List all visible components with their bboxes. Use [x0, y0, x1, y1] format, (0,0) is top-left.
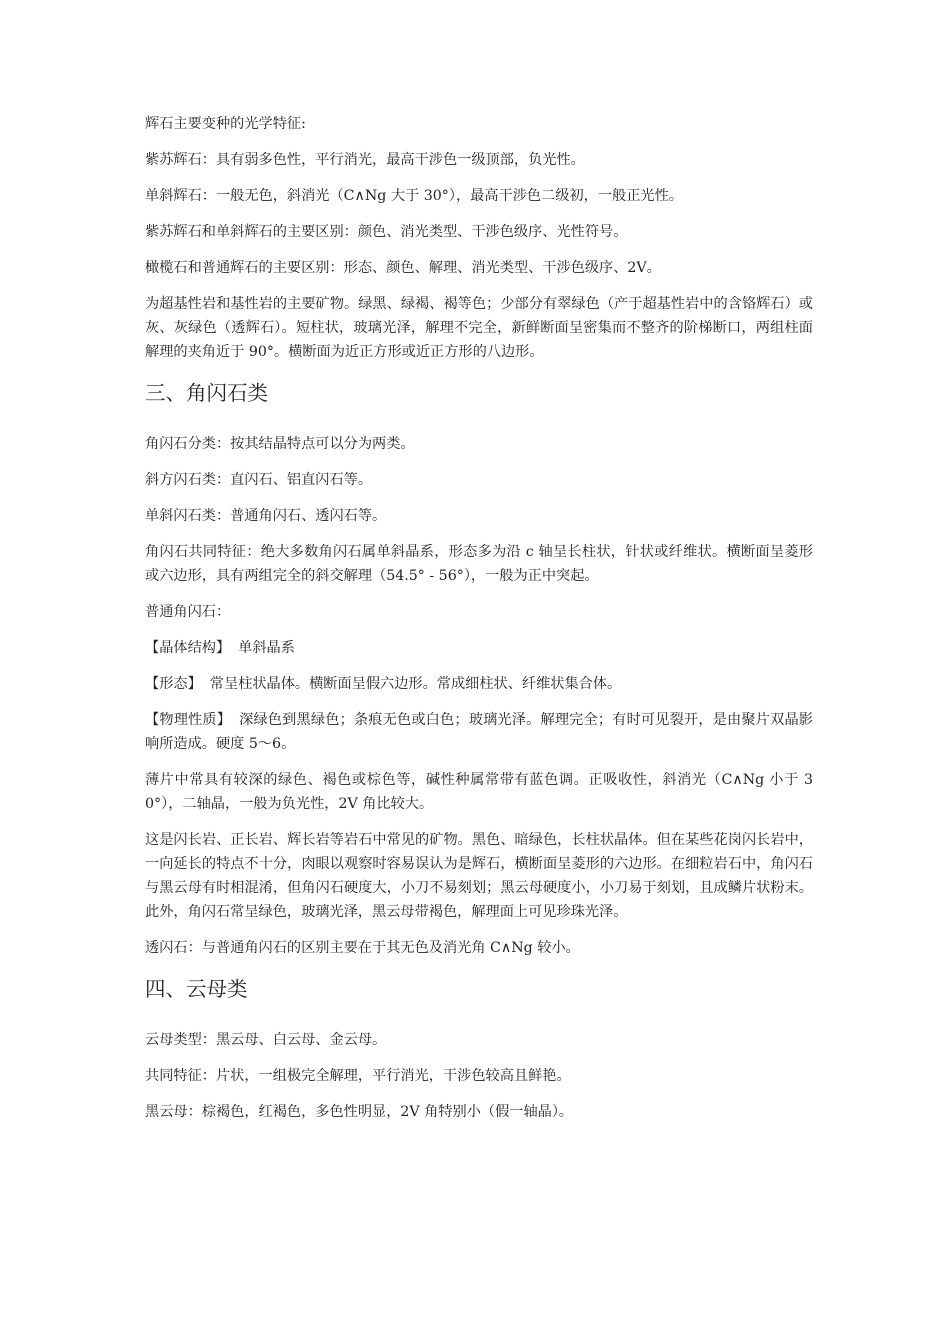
- paragraph: 普通角闪石：: [145, 604, 231, 620]
- paragraph: 紫苏辉石：具有弱多色性，平行消光，最高干涉色一级顶部，负光性。: [145, 152, 585, 168]
- section-heading-mica: 四、云母类: [145, 977, 248, 1001]
- paragraph: 角闪石分类：按其结晶特点可以分为两类。: [145, 436, 415, 452]
- paragraph: 为超基性岩和基性岩的主要矿物。绿黑、绿褐、褐等色；少部分有翠绿色（产于超基性岩中的含铬辉石）或灰、灰绿色（透辉石）。短柱状，玻璃光泽，解理不完全，新鲜断面呈密集而不整齐的阶梯断口，两组柱面解理的夹角近于 90°。横断面为近正方形或近正方形的八边形。: [145, 296, 813, 360]
- paragraph: 紫苏辉石和单斜辉石的主要区别：颜色、消光类型、干涉色级序、光性符号。: [145, 224, 628, 240]
- paragraph: 橄榄石和普通辉石的主要区别：形态、颜色、解理、消光类型、干涉色级序、2V。: [145, 260, 661, 276]
- paragraph: 单斜辉石：一般无色，斜消光（C∧Ng 大于 30°），最高干涉色二级初，一般正光性。: [145, 188, 683, 204]
- paragraph: 单斜闪石类：普通角闪石、透闪石等。: [145, 508, 387, 524]
- paragraph: 薄片中常具有较深的绿色、褐色或棕色等，碱性种属常带有蓝色调。正吸收性，斜消光（C∧Ng 小于 30°），二轴晶，一般为负光性，2V 角比较大。: [145, 772, 813, 812]
- property-physical: [145, 708, 813, 756]
- paragraph: 这是闪长岩、正长岩、辉长岩等岩石中常见的矿物。黑色、暗绿色，长柱状晶体。但在某些花岗闪长岩中，一向延长的特点不十分，肉眼以观察时容易误认为是辉石，横断面呈菱形的六边形。在细粒岩石中，角闪石与黑云母有时相混淆，但角闪石硬度大，小刀不易刻划；黑云母硬度小，小刀易于刻划，且成鳞片状粉末。此外，角闪石常呈绿色，玻璃光泽，黑云母带褐色，解理面上可见珍珠光泽。: [145, 832, 813, 920]
- property-text: 常呈柱状晶体。横断面呈假六边形。常成细柱状、纤维状集合体。: [209, 676, 622, 692]
- property-label: 【物理性质】: [145, 712, 232, 728]
- paragraph: 辉石主要变种的光学特征:: [145, 116, 306, 132]
- property-form: [145, 672, 813, 696]
- property-label: 【形态】: [145, 676, 202, 692]
- section-heading-amphibole: 三、角闪石类: [145, 381, 268, 405]
- paragraph: 透闪石：与普通角闪石的区别主要在于其无色及消光角 C∧Ng 较小。: [145, 940, 580, 956]
- paragraph: 云母类型：黑云母、白云母、金云母。: [145, 1032, 387, 1048]
- paragraph: 共同特征：片状，一组极完全解理，平行消光，干涉色较高且鲜艳。: [145, 1068, 571, 1084]
- property-text: 深绿色到黑绿色；条痕无色或白色；玻璃光泽。解理完全；有时可见裂开，是由聚片双晶影响所造成。硬度 5～6。: [145, 712, 813, 752]
- paragraph: 角闪石共同特征：绝大多数角闪石属单斜晶系，形态多为沿 c 轴呈长柱状，针状或纤维状。横断面呈菱形或六边形，具有两组完全的斜交解理（54.5° - 56°），一般为正中突起。: [145, 544, 813, 584]
- property-crystal-structure: [145, 636, 813, 660]
- document-page: [145, 112, 813, 1136]
- paragraph: 黑云母：棕褐色，红褐色，多色性明显，2V 角特别小（假一轴晶）。: [145, 1104, 574, 1120]
- property-text: 单斜晶系: [238, 640, 295, 656]
- paragraph: 斜方闪石类：直闪石、铝直闪石等。: [145, 472, 373, 488]
- property-label: 【晶体结构】: [145, 640, 231, 656]
